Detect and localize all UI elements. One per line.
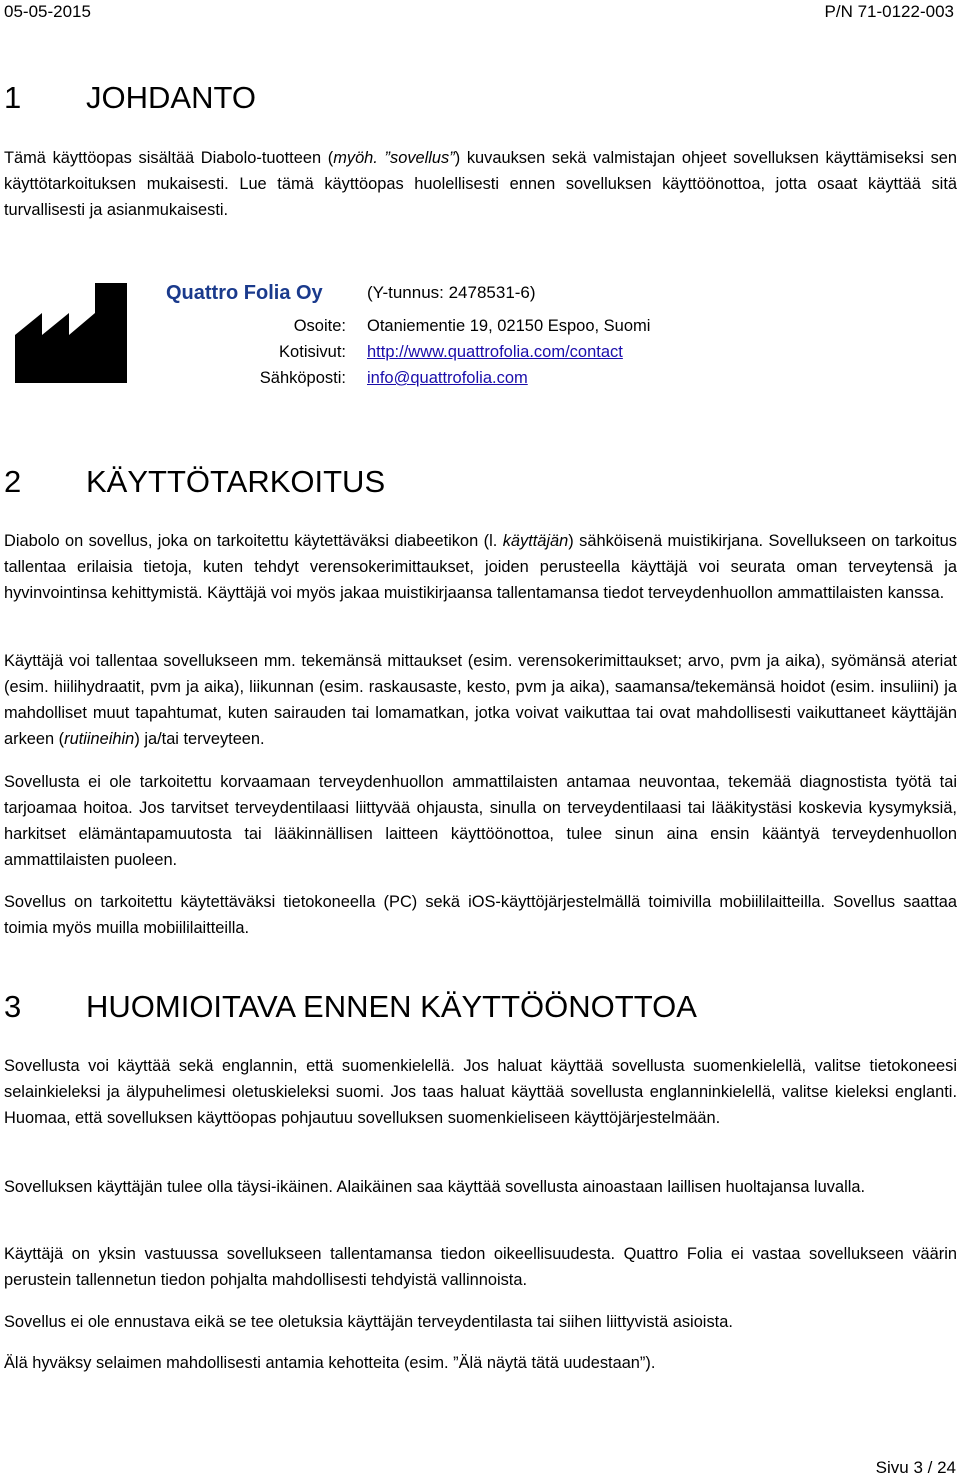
paragraph: Sovellusta ei ole tarkoitettu korvaamaan terveydenhuollon ammattilaisten antamaa neuvontaa, tekemää diagnostista työtä tai tarjoamaa hoitoa. Jos tarvitset terveydentilaasi liittyvää ohjausta, sinulla on terveydentilaasi tai lääkitystäsi koskevia kysymyksiä, harkitset elämäntapamuutosta tai lääkinnällisen laitteen käyttöönottoa, tulee sinun aina ensin kääntyä terveydenhuollon ammattilaisten puoleen. (4, 773, 957, 869)
company-name: Quattro Folia Oy (166, 282, 323, 304)
paragraph: Sovellus on tarkoitettu käytettäväksi tietokoneella (PC) sekä iOS-käyttöjärjestelmällä toimivilla mobiililaitteilla. Sovellus saattaa toimia myös muilla mobiililaitteilla. (4, 893, 957, 937)
paragraph: Käyttäjä voi tallentaa sovellukseen mm. tekemänsä mittaukset (esim. verensokerimittaukset; arvo, pvm ja aika), syömänsä ateriat (esim. hiilihydraatit, pvm ja aika), liikunnan (esim. raskausaste, kesto, pvm ja aika), saamansa/tekemänsä hoidot (esim. insuliini) ja mahdolliset muut tapahtumat, kuten sairauden tai lomamatkan, jotka voivat vaikuttaa tai ovat mahdollisesti vaikuttaneet käyttäjän arkeen (rutiineihin) ja/tai terveyteen. (4, 652, 957, 748)
section-number: 3 (4, 989, 22, 1024)
section-3-heading (4, 989, 697, 1025)
manufacturer-icon (15, 283, 127, 383)
business-id: (Y-tunnus: 2478531-6) (367, 283, 536, 302)
section-number: 2 (4, 464, 22, 499)
email-label: Sähköposti: (259, 369, 346, 387)
section-1-heading (4, 80, 256, 116)
paragraph: Käyttäjä on yksin vastuussa sovellukseen tallentamansa tiedon oikeellisuudesta. Quattro Folia ei vastaa sovellukseen väärin perustein tallennetun tiedon pohjalta mahdollisesti tehdyistä vallinnoista. (4, 1245, 957, 1289)
section-2-heading (4, 464, 385, 500)
paragraph: Sovellus ei ole ennustava eikä se tee oletuksia käyttäjän terveydentilasta tai siihen liittyvistä asioista. (4, 1313, 733, 1331)
part-number: P/N 71-0122-003 (824, 2, 954, 21)
email-link[interactable]: info@quattrofolia.com (367, 369, 528, 387)
website-link[interactable]: http://www.quattrofolia.com/contact (367, 343, 623, 361)
intro-paragraph: Tämä käyttöopas sisältää Diabolo-tuotteen (myöh. ”sovellus”) kuvauksen sekä valmistajan ohjeet sovelluksen käyttämiseksi sen käyttötarkoituksen mukaisesti. Lue tämä käyttöopas huolellisesti ennen sovelluksen käyttöönottoa, jotta osaat käyttää sitä turvallisesti ja asianmukaisesti. (4, 149, 957, 219)
section-title: JOHDANTO (86, 80, 256, 115)
paragraph: Sovelluksen käyttäjän tulee olla täysi-ikäinen. Alaikäinen saa käyttää sovellusta ainoastaan laillisen huoltajansa luvalla. (4, 1178, 866, 1196)
paragraph: Älä hyväksy selaimen mahdollisesti antamia kehotteita (esim. ”Älä näytä tätä uudestaan”). (4, 1354, 656, 1372)
section-title: KÄYTTÖTARKOITUS (86, 464, 386, 499)
document-date: 05-05-2015 (4, 2, 91, 21)
section-number: 1 (4, 80, 22, 115)
paragraph: Sovellusta voi käyttää sekä englannin, että suomenkielellä. Jos haluat käyttää sovellusta suomenkielellä, valitse tietokoneesi selainkieleksi ja älypuhelimesi oletuskieleksi suomi. Jos taas haluat käyttää sovellusta englanninkielellä, valitse kieleksi englanti. Huomaa, että sovelluksen käyttöopas pohjautuu sovelluksen suomenkieliseen käyttöjärjestelmään. (4, 1057, 957, 1127)
address-value: Otaniementie 19, 02150 Espoo, Suomi (367, 317, 651, 335)
website-label: Kotisivut: (279, 343, 346, 361)
page-number: Sivu 3 / 24 (875, 1458, 956, 1477)
address-label: Osoite: (293, 317, 346, 335)
section-title: HUOMIOITAVA ENNEN KÄYTTÖÖNOTTOA (86, 989, 697, 1024)
paragraph: Diabolo on sovellus, joka on tarkoitettu käytettäväksi diabeetikon (l. käyttäjän) sähköisenä muistikirjana. Sovellukseen on tarkoitus tallentaa erilaisia tietoja, kuten tehdyt verensokerimittaukset, joiden perusteella käyttäjä voi seurata oman terveytensä ja hyvinvointinsa kehittymistä. Käyttäjä voi myös jakaa muistikirjaansa tallentamansa tiedot terveydenhuollon ammattilaisten kanssa. (4, 532, 957, 602)
